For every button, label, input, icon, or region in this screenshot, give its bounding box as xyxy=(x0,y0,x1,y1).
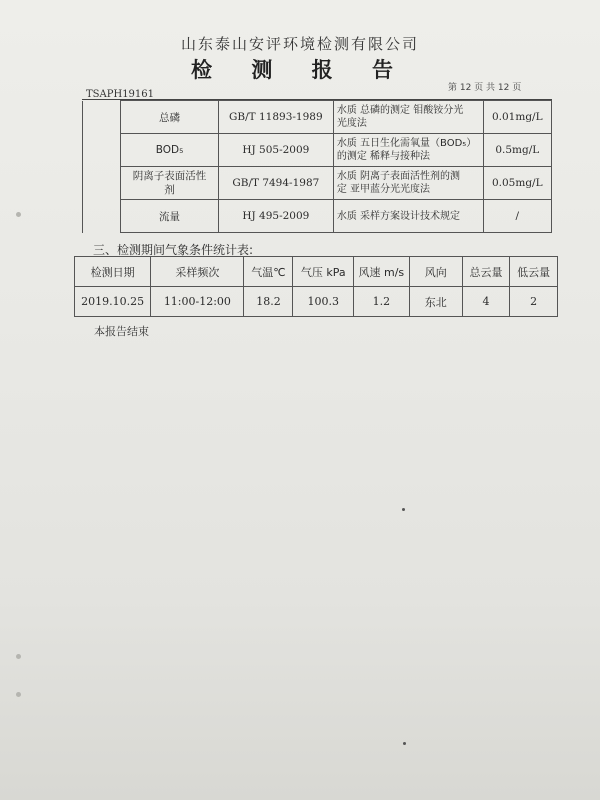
method-line: 水质 总磷的测定 钼酸铵分光 xyxy=(336,105,464,116)
limit-cell: 0.05mg/L xyxy=(483,167,551,200)
item-line: 阴离子表面活性 xyxy=(132,170,207,182)
limit-cell: 0.01mg/L xyxy=(483,101,551,134)
column-header: 风向 xyxy=(409,257,462,287)
table-row xyxy=(83,167,552,200)
method-line: 光度法 xyxy=(336,118,367,129)
end-of-report-note: 本报告结束 xyxy=(94,325,149,338)
table-row xyxy=(83,200,552,233)
report-title: 检 测 报 告 xyxy=(191,58,409,82)
column-header: 低云量 xyxy=(510,257,558,287)
binding-hole xyxy=(16,692,21,697)
method-line: 水质 采样方案设计技术规定 xyxy=(336,210,461,222)
table-header-row xyxy=(75,257,558,287)
column-header: 总云量 xyxy=(462,257,510,287)
wind-speed-cell: 1.2 xyxy=(353,287,409,317)
column-header: 气温℃ xyxy=(244,257,293,287)
method-line: 水质 五日生化需氧量（BOD₅） xyxy=(336,138,477,149)
method-line: 的测定 稀释与接种法 xyxy=(336,151,431,162)
paper-speck xyxy=(402,508,405,511)
method-cell xyxy=(333,101,483,134)
wind-direction-cell: 东北 xyxy=(409,287,462,317)
pressure-cell: 100.3 xyxy=(293,287,353,317)
method-cell xyxy=(333,200,483,233)
item-cell: 总磷 xyxy=(121,101,219,134)
column-header: 检测日期 xyxy=(75,257,151,287)
table-row xyxy=(83,134,552,167)
standard-cell: HJ 495-2009 xyxy=(218,200,333,233)
standard-cell: GB/T 7494-1987 xyxy=(218,167,333,200)
total-cloud-cell: 4 xyxy=(462,287,510,317)
company-name: 山东泰山安评环境检测有限公司 xyxy=(180,35,419,53)
method-line: 水质 阴离子表面活性剂的测 xyxy=(336,171,461,182)
column-header: 采样频次 xyxy=(151,257,244,287)
methods-table xyxy=(82,100,552,233)
method-cell xyxy=(333,167,483,200)
item-cell: 流量 xyxy=(121,200,219,233)
column-header: 气压 kPa xyxy=(293,257,353,287)
binding-hole xyxy=(16,212,21,217)
blank-category-cell xyxy=(83,101,121,233)
table-row xyxy=(75,287,558,317)
limit-cell: / xyxy=(483,200,551,233)
column-header: 风速 m/s xyxy=(353,257,409,287)
limit-cell: 0.5mg/L xyxy=(483,134,551,167)
item-cell: BOD₅ xyxy=(121,134,219,167)
item-line: 剂 xyxy=(164,184,175,196)
weather-table xyxy=(74,256,558,317)
table-row xyxy=(83,101,552,134)
standard-cell: HJ 505-2009 xyxy=(218,134,333,167)
low-cloud-cell: 2 xyxy=(510,287,558,317)
paper-speck xyxy=(403,742,406,745)
method-cell xyxy=(333,134,483,167)
weather-section-heading: 三、检测期间气象条件统计表: xyxy=(93,243,254,257)
method-line: 定 亚甲蓝分光光度法 xyxy=(336,184,431,195)
standard-cell: GB/T 11893-1989 xyxy=(218,101,333,134)
binding-hole xyxy=(16,654,21,659)
temperature-cell: 18.2 xyxy=(244,287,293,317)
page-number: 第 12 页 共 12 页 xyxy=(448,83,522,93)
frequency-cell: 11:00-12:00 xyxy=(151,287,244,317)
report-id: TSAPH19161 xyxy=(86,89,155,100)
date-cell: 2019.10.25 xyxy=(75,287,151,317)
item-cell xyxy=(121,167,219,200)
